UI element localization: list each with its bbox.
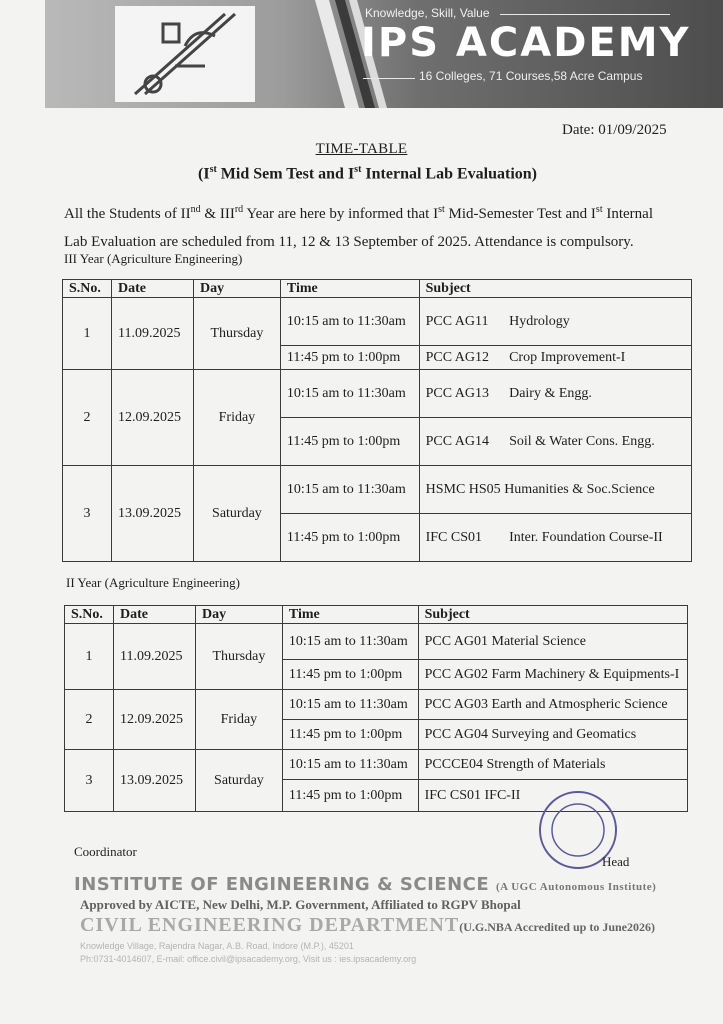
institute-name: INSTITUTE OF ENGINEERING & SCIENCE (A UGC Autonomous Institute) [74, 874, 657, 895]
cell-date: 13.09.2025 [113, 750, 195, 812]
header-subject: Subject [419, 280, 691, 298]
header-day: Day [195, 606, 282, 624]
approval-line: Approved by AICTE, New Delhi, M.P. Government, Affiliated to RGPV Bhopal [80, 897, 521, 912]
table-row [65, 624, 688, 660]
head-signature: Head [602, 854, 630, 869]
cell-sno: 1 [65, 624, 114, 690]
cell-date: 12.09.2025 [111, 370, 193, 466]
header-subject: Subject [418, 606, 687, 624]
cell-day: Thursday [193, 298, 280, 370]
cell-time: 11:45 pm to 1:00pm [280, 514, 419, 562]
table-header-row [65, 606, 688, 624]
notice-paragraph: All the Students of IInd & IIIrd Year are here by informed that Ist Mid-Semester Test and Ist Internal Lab Evaluation are scheduled from 11, 12 & 13 September of 2025. Attendance is compulsory. [64, 204, 653, 250]
third-year-label: III Year (Agriculture Engineering) [64, 251, 243, 266]
cell-day: Friday [195, 690, 282, 750]
cell-date: 11.09.2025 [113, 624, 195, 690]
cell-subject: PCC AG13 Dairy & Engg. [419, 370, 691, 418]
address-block [80, 940, 416, 966]
contact-line: Ph:0731-4014607, E-mail: office.civil@ipsacademy.org, Visit us : ies.ipsacademy.org [80, 954, 417, 964]
table-row [63, 466, 692, 514]
cell-time: 10:15 am to 11:30am [280, 370, 419, 418]
cell-time: 11:45 pm to 1:00pm [282, 780, 418, 812]
cell-day: Saturday [195, 750, 282, 812]
cell-time: 11:45 pm to 1:00pm [280, 418, 419, 466]
cell-time: 10:15 am to 11:30am [280, 466, 419, 514]
brand-subline: 16 Colleges, 71 Courses,58 Acre Campus [419, 69, 643, 83]
cell-date: 13.09.2025 [111, 466, 193, 562]
department-name: CIVIL ENGINEERING DEPARTMENT(U.G.NBA Accredited up to June2026) [80, 914, 655, 936]
header-banner [45, 0, 723, 108]
cell-subject: PCC AG04 Surveying and Geomatics [418, 720, 687, 750]
table-row [63, 370, 692, 418]
cell-time: 11:45 pm to 1:00pm [280, 346, 419, 370]
header-sno: S.No. [65, 606, 114, 624]
cell-time: 10:15 am to 11:30am [282, 750, 418, 780]
cell-subject: PCC AG12 Crop Improvement-I [419, 346, 691, 370]
header-date: Date [113, 606, 195, 624]
cell-time: 11:45 pm to 1:00pm [282, 720, 418, 750]
header-date: Date [111, 280, 193, 298]
header-time: Time [282, 606, 418, 624]
tagline-rule [500, 14, 670, 15]
header-day: Day [193, 280, 280, 298]
address-line: Knowledge Village, Rajendra Nagar, A.B. Road, Indore (M.P.), 45201 [80, 941, 354, 951]
table-row [65, 750, 688, 780]
cell-subject: IFC CS01 IFC-II [418, 780, 687, 812]
cell-subject: PCCCE04 Strength of Materials [418, 750, 687, 780]
second-year-timetable [64, 605, 688, 812]
second-year-label: II Year (Agriculture Engineering) [66, 575, 240, 590]
cell-day: Saturday [193, 466, 280, 562]
coordinator-signature: Coordinator [74, 844, 137, 859]
cell-sno: 1 [63, 298, 112, 370]
cell-subject: HSMC HS05 Humanities & Soc.Science [419, 466, 691, 514]
cell-sno: 3 [65, 750, 114, 812]
tagline: Knowledge, Skill, Value [365, 6, 490, 20]
cell-subject: PCC AG01 Material Science [418, 624, 687, 660]
cell-subject: PCC AG03 Earth and Atmospheric Science [418, 690, 687, 720]
institute-logo [115, 6, 255, 102]
cell-day: Thursday [195, 624, 282, 690]
table-row [65, 690, 688, 720]
cell-subject: IFC CS01 Inter. Foundation Course-II [419, 514, 691, 562]
cell-subject: PCC AG11 Hydrology [419, 298, 691, 346]
table-header-row [63, 280, 692, 298]
cell-time: 10:15 am to 11:30am [280, 298, 419, 346]
cell-subject: PCC AG02 Farm Machinery & Equipments-I [418, 660, 687, 690]
cell-time: 10:15 am to 11:30am [282, 624, 418, 660]
table-row [63, 298, 692, 346]
cell-sno: 2 [65, 690, 114, 750]
cell-sno: 3 [63, 466, 112, 562]
cell-subject: PCC AG14 Soil & Water Cons. Engg. [419, 418, 691, 466]
page-subtitle: (Ist Mid Sem Test and Ist Internal Lab Evaluation) [198, 164, 537, 183]
notice-date: Date: 01/09/2025 [562, 122, 667, 138]
brand-name: IPS ACADEMY [361, 20, 691, 66]
cell-sno: 2 [63, 370, 112, 466]
header-sno: S.No. [63, 280, 112, 298]
cell-date: 11.09.2025 [111, 298, 193, 370]
cell-day: Friday [193, 370, 280, 466]
cell-time: 11:45 pm to 1:00pm [282, 660, 418, 690]
third-year-timetable [62, 279, 692, 562]
header-time: Time [280, 280, 419, 298]
cell-time: 10:15 am to 11:30am [282, 690, 418, 720]
subline-rule [363, 78, 415, 79]
cell-date: 12.09.2025 [113, 690, 195, 750]
page-title: TIME-TABLE [315, 141, 408, 157]
